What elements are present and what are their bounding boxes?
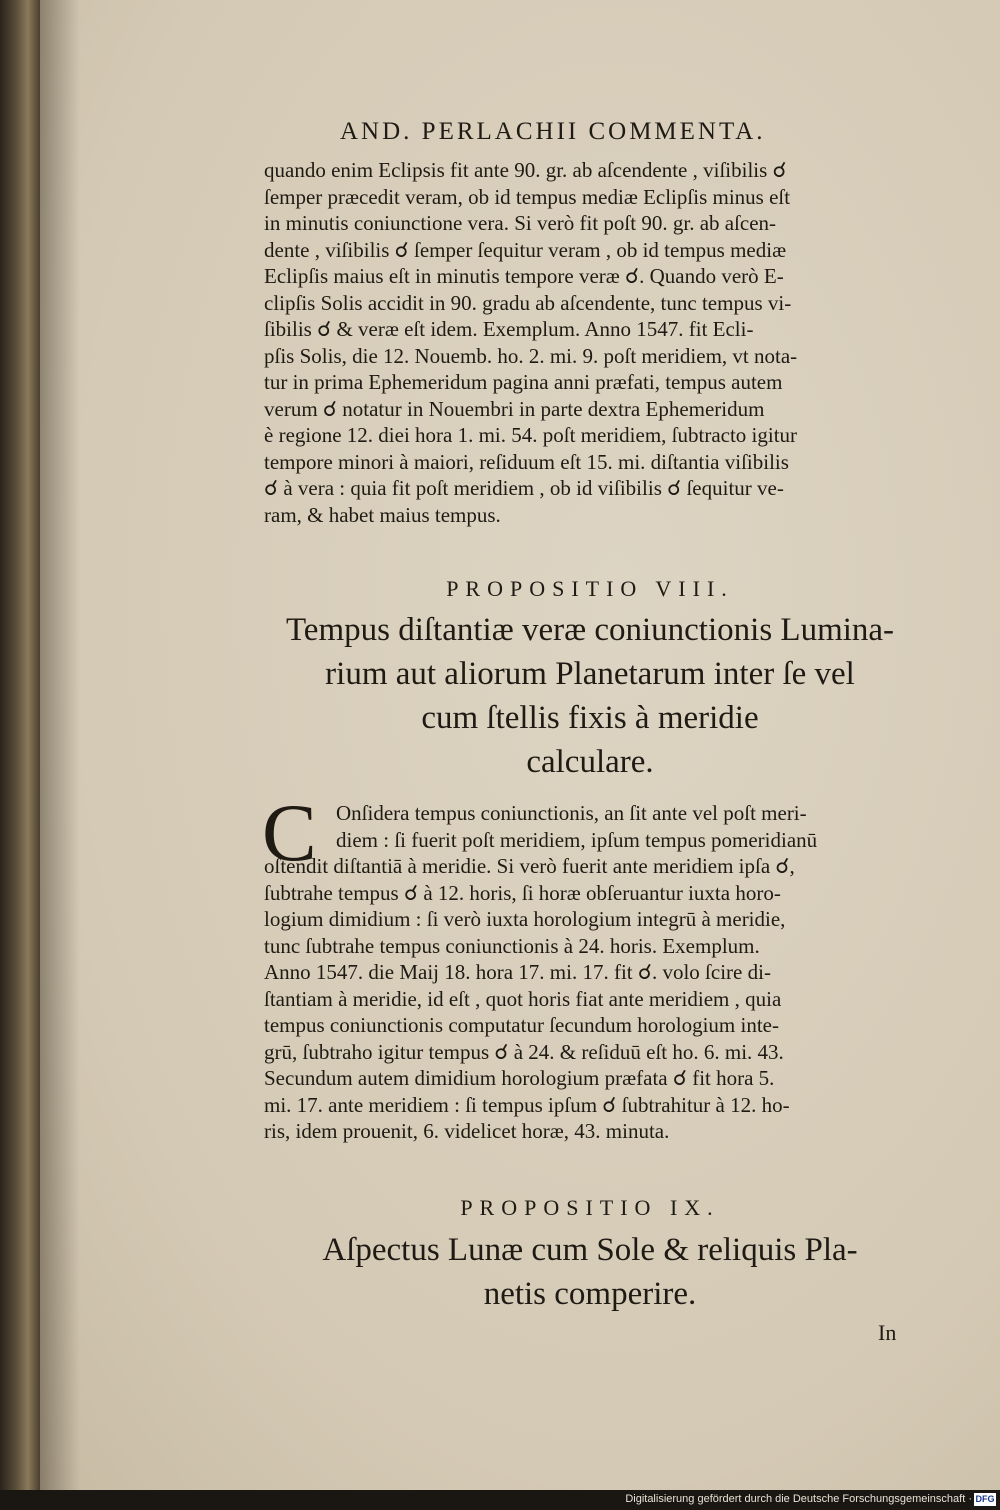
funding-credit: Digitalisierung gefördert durch die Deutsche Forschungsgemeinschaft · bbox=[625, 1493, 972, 1505]
text-line: netis comperire. bbox=[483, 1276, 697, 1312]
text-line: diem : ſi fuerit poſt meridiem, ipſum tempus pomeridianū bbox=[336, 827, 818, 852]
running-head: AND. PERLACHII COMMENTA. bbox=[340, 118, 766, 145]
dfg-logo: DFG bbox=[975, 1494, 995, 1504]
text-line: verum ☌ notatur in Nouembri in parte dextra Ephemeridum bbox=[264, 396, 765, 421]
text-line: ☌ à vera : quia fit poſt meridiem , ob id viſibilis ☌ ſequitur ve- bbox=[264, 476, 784, 500]
proposition-8-title bbox=[240, 608, 940, 784]
text-line: tunc ſubtrahe tempus coniunctionis à 24. horis. Exemplum. bbox=[264, 933, 760, 958]
text-line: quando enim Eclipsis fit ante 90. gr. ab aſcendente , viſibilis ☌ bbox=[264, 158, 787, 182]
proposition-8-body bbox=[264, 800, 944, 1145]
text-line: tempus coniunctionis computatur ſecundum horologium inte- bbox=[264, 1013, 779, 1037]
text-line: tur in prima Ephemeridum pagina anni præfati, tempus autem bbox=[264, 370, 783, 394]
text-line: ris, idem prouenit, 6. videlicet horæ, 43. minuta. bbox=[264, 1119, 670, 1143]
text-line: ram, & habet maius tempus. bbox=[264, 502, 501, 527]
text-line: cum ſtellis fixis à meridie bbox=[421, 700, 759, 736]
text-line: calculare. bbox=[526, 744, 654, 780]
text-line: Aſpectus Lunæ cum Sole & reliquis Pla- bbox=[322, 1232, 858, 1268]
text-line: è regione 12. diei hora 1. mi. 54. poſt meridiem, ſubtracto igitur bbox=[264, 423, 798, 447]
book-page-edges bbox=[0, 0, 40, 1490]
text-line: ſubtrahe tempus ☌ à 12. horis, ſi horæ obſeruantur iuxta horo- bbox=[264, 880, 781, 905]
text-line: oſtendit diſtantiā à meridie. Si verò fuerit ante meridiem ipſa ☌, bbox=[264, 854, 795, 878]
text-line: ſemper præcedit veram, ob id tempus mediæ Eclipſis minus eſt bbox=[264, 184, 791, 209]
proposition-9-title bbox=[240, 1228, 940, 1316]
text-line: Eclipſis maius eſt in minutis tempore veræ ☌. Quando verò E- bbox=[264, 264, 784, 288]
gutter-shadow bbox=[40, 0, 80, 1490]
text-line: tempore minori à maiori, reſiduum eſt 15. mi. diſtantia viſibilis bbox=[264, 449, 789, 474]
text-line: dente , viſibilis ☌ ſemper ſequitur veram , ob id tempus mediæ bbox=[264, 237, 787, 262]
drop-capital: C bbox=[262, 787, 317, 878]
text-line: ſtantiam à meridie, id eſt , quot horis fiat ante meridiem , quia bbox=[264, 986, 782, 1011]
text-line: Tempus diſtantiæ veræ coniunctionis Lumina- bbox=[285, 612, 895, 648]
text-line: Secundum autem dimidium horologium præfata ☌ fit hora 5. bbox=[264, 1066, 775, 1090]
text-line: logium dimidium : ſi verò iuxta horologium integrū à meridie, bbox=[264, 907, 786, 931]
text-line: rium aut aliorum Planetarum inter ſe vel bbox=[325, 656, 855, 692]
text-line: mi. 17. ante meridiem : ſi tempus ipſum ☌ ſubtrahitur à 12. ho- bbox=[264, 1092, 790, 1117]
text-line: Anno 1547. die Maij 18. hora 17. mi. 17. fit ☌. volo ſcire di- bbox=[264, 960, 771, 984]
text-line: clipſis Solis accidit in 90. gradu ab aſcendente, tunc tempus vi- bbox=[264, 290, 792, 315]
text-line: ſibilis ☌ & veræ eſt idem. Exemplum. Anno 1547. fit Ecli- bbox=[264, 317, 754, 341]
proposition-8-label: PROPOSITIO VIII. bbox=[446, 576, 734, 601]
text-line: Onſidera tempus coniunctionis, an ſit ante vel poſt meri- bbox=[336, 801, 807, 825]
text-line: in minutis coniunctione vera. Si verò fit poſt 90. gr. ab aſcen- bbox=[264, 211, 777, 235]
paragraph-continuation bbox=[264, 157, 944, 528]
catchword: In bbox=[878, 1320, 897, 1345]
proposition-9-label: PROPOSITIO IX. bbox=[460, 1195, 720, 1220]
text-line: grū, ſubtraho igitur tempus ☌ à 24. & reſiduū eſt ho. 6. mi. 43. bbox=[264, 1039, 784, 1064]
text-line: pſis Solis, die 12. Nouemb. ho. 2. mi. 9. poſt meridiem, vt nota- bbox=[264, 343, 798, 368]
